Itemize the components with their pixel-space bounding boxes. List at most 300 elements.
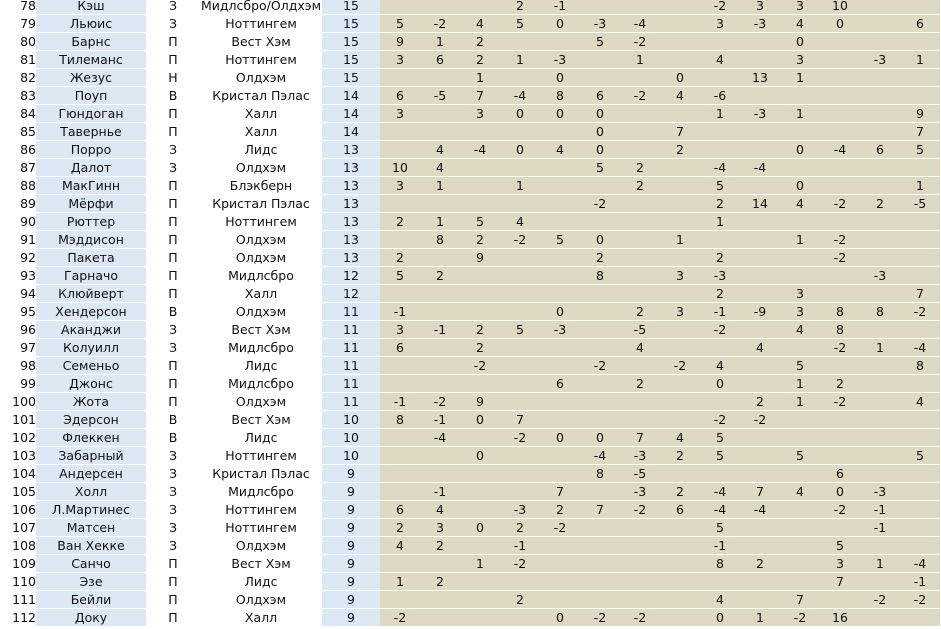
player-points: 10 [322, 447, 380, 465]
week-score-cell: -2 [620, 87, 660, 105]
week-score-cell [580, 177, 620, 195]
week-score-cell: 1 [380, 573, 420, 591]
player-position: П [146, 231, 200, 249]
week-score-cell: 6 [380, 339, 420, 357]
week-score-cell: 7 [900, 285, 940, 303]
player-name: Таверньe [36, 123, 146, 141]
week-score-cell: 14 [740, 195, 780, 213]
week-score-cell [380, 375, 420, 393]
week-score-cell [620, 285, 660, 303]
week-score-cell [460, 267, 500, 285]
week-score-cell [740, 357, 780, 375]
week-score-cell: 2 [580, 249, 620, 267]
week-score-cell [740, 213, 780, 231]
week-score-cell [740, 429, 780, 447]
week-score-cell: 8 [860, 303, 900, 321]
week-score-cell [420, 375, 460, 393]
week-score-cell [500, 375, 540, 393]
player-name: Мэддисон [36, 231, 146, 249]
week-score-cell: -2 [900, 591, 940, 609]
week-score-cell [540, 555, 580, 573]
week-score-cell: 2 [460, 33, 500, 51]
player-points: 9 [322, 465, 380, 483]
week-score-cell [620, 105, 660, 123]
week-score-cell [820, 51, 860, 69]
week-score-cell [540, 267, 580, 285]
week-score-cell [700, 231, 740, 249]
player-points: 13 [322, 195, 380, 213]
week-score-cell: -2 [500, 231, 540, 249]
week-score-cell [740, 177, 780, 195]
player-points: 11 [322, 321, 380, 339]
week-score-cell [580, 555, 620, 573]
player-points: 9 [322, 537, 380, 555]
week-score-cell: -4 [700, 501, 740, 519]
week-score-cell: 0 [540, 105, 580, 123]
week-score-cell [580, 303, 620, 321]
week-score-cell: -4 [500, 87, 540, 105]
week-score-cell: -4 [700, 159, 740, 177]
player-position: З [146, 447, 200, 465]
week-score-cell [740, 51, 780, 69]
player-position: В [146, 429, 200, 447]
week-score-cell: 7 [620, 429, 660, 447]
week-score-cell: 8 [380, 411, 420, 429]
week-score-cell [380, 555, 420, 573]
week-score-cell [660, 339, 700, 357]
week-score-cell [580, 393, 620, 411]
week-score-cell: 4 [780, 483, 820, 501]
week-score-cell [660, 321, 700, 339]
week-score-cell [780, 339, 820, 357]
week-score-cell [460, 285, 500, 303]
week-score-cell [900, 411, 940, 429]
row-number: 105 [0, 483, 36, 501]
week-score-cell: 2 [700, 285, 740, 303]
week-score-cell [780, 555, 820, 573]
week-score-cell: -2 [620, 501, 660, 519]
player-points: 11 [322, 375, 380, 393]
week-score-cell: -2 [580, 609, 620, 627]
player-club: Вест Хэм [200, 555, 322, 573]
week-score-cell [620, 141, 660, 159]
player-club: Ноттингем [200, 501, 322, 519]
player-points: 13 [322, 141, 380, 159]
player-position: П [146, 357, 200, 375]
week-score-cell [420, 195, 460, 213]
week-score-cell: 2 [540, 501, 580, 519]
row-number: 104 [0, 465, 36, 483]
player-points: 10 [322, 429, 380, 447]
week-score-cell [620, 393, 660, 411]
week-score-cell: -4 [460, 141, 500, 159]
week-score-cell [900, 213, 940, 231]
row-number: 93 [0, 267, 36, 285]
player-position: П [146, 609, 200, 627]
week-score-cell [820, 69, 860, 87]
player-club: Мидлсбро/Олдхэм [200, 0, 322, 15]
player-name: Флеккен [36, 429, 146, 447]
week-score-cell: 0 [780, 33, 820, 51]
week-score-cell [660, 0, 700, 15]
week-score-cell: 8 [820, 321, 860, 339]
week-score-cell [380, 465, 420, 483]
player-points: 9 [322, 483, 380, 501]
week-score-cell: 1 [900, 177, 940, 195]
week-score-cell: -2 [740, 411, 780, 429]
row-number: 112 [0, 609, 36, 627]
player-name: Кэш [36, 0, 146, 15]
week-score-cell: 2 [500, 591, 540, 609]
week-score-cell: -3 [500, 501, 540, 519]
week-score-cell [420, 105, 460, 123]
week-score-cell: 8 [900, 357, 940, 375]
week-score-cell: 7 [500, 411, 540, 429]
week-score-cell [660, 177, 700, 195]
week-score-cell [860, 411, 900, 429]
week-score-cell [660, 393, 700, 411]
week-score-cell [820, 447, 860, 465]
week-score-cell: 6 [580, 87, 620, 105]
week-score-cell [900, 429, 940, 447]
week-score-cell [740, 537, 780, 555]
player-points: 14 [322, 87, 380, 105]
week-score-cell: 0 [700, 609, 740, 627]
week-score-cell [540, 465, 580, 483]
week-score-cell: -3 [540, 321, 580, 339]
week-score-cell: 4 [620, 339, 660, 357]
week-score-cell: 4 [700, 51, 740, 69]
week-score-cell: 5 [700, 177, 740, 195]
week-score-cell [580, 0, 620, 15]
player-name: Л.Мартинес [36, 501, 146, 519]
player-position: П [146, 51, 200, 69]
row-number: 107 [0, 519, 36, 537]
week-score-cell: -2 [820, 231, 860, 249]
week-score-cell [500, 267, 540, 285]
week-score-cell [620, 519, 660, 537]
week-score-cell [900, 321, 940, 339]
week-score-cell: -4 [740, 501, 780, 519]
week-score-cell [780, 87, 820, 105]
week-score-cell [460, 483, 500, 501]
week-score-cell: -2 [860, 591, 900, 609]
table-row [0, 123, 941, 141]
row-number: 102 [0, 429, 36, 447]
week-score-cell [540, 591, 580, 609]
player-club: Лидс [200, 573, 322, 591]
week-score-cell: 2 [620, 177, 660, 195]
player-name: Барнс [36, 33, 146, 51]
player-club: Ноттингем [200, 519, 322, 537]
player-club: Вест Хэм [200, 321, 322, 339]
player-name: Доку [36, 609, 146, 627]
week-score-cell [420, 555, 460, 573]
table-row [0, 195, 941, 213]
week-score-cell: -3 [620, 447, 660, 465]
player-name: Гарначо [36, 267, 146, 285]
week-score-cell: 3 [740, 0, 780, 15]
week-score-cell: 0 [820, 15, 860, 33]
week-score-cell: 0 [780, 141, 820, 159]
table-row [0, 555, 941, 573]
table-row [0, 303, 941, 321]
week-score-cell: 1 [420, 177, 460, 195]
week-score-cell: 5 [580, 33, 620, 51]
player-club: Халл [200, 105, 322, 123]
week-score-cell [580, 411, 620, 429]
week-score-cell [420, 285, 460, 303]
week-score-cell [900, 69, 940, 87]
week-score-cell [500, 447, 540, 465]
week-score-cell: 3 [780, 303, 820, 321]
player-name: Гюндоган [36, 105, 146, 123]
week-score-cell [500, 285, 540, 303]
week-score-cell: 9 [900, 105, 940, 123]
week-score-cell [700, 393, 740, 411]
player-name: Джонс [36, 375, 146, 393]
week-score-cell: -3 [740, 15, 780, 33]
player-points: 15 [322, 69, 380, 87]
table-row [0, 411, 941, 429]
week-score-cell [820, 87, 860, 105]
week-score-cell: 2 [700, 195, 740, 213]
week-score-cell [500, 339, 540, 357]
week-score-cell: -2 [820, 501, 860, 519]
week-score-cell: 4 [500, 213, 540, 231]
week-score-cell [380, 0, 420, 15]
week-score-cell [740, 519, 780, 537]
player-name: Колуилл [36, 339, 146, 357]
week-score-cell: 2 [620, 303, 660, 321]
week-score-cell: -2 [820, 249, 860, 267]
player-points: 9 [322, 609, 380, 627]
week-score-cell: 5 [820, 537, 860, 555]
week-score-cell [620, 69, 660, 87]
week-score-cell: -2 [780, 609, 820, 627]
week-score-cell [620, 0, 660, 15]
player-name: Ван Хекке [36, 537, 146, 555]
week-score-cell [900, 249, 940, 267]
week-score-cell [820, 267, 860, 285]
week-score-cell: -2 [620, 609, 660, 627]
week-score-cell: 1 [780, 231, 820, 249]
row-number: 83 [0, 87, 36, 105]
week-score-cell [420, 249, 460, 267]
week-score-cell: 5 [540, 231, 580, 249]
row-number: 94 [0, 285, 36, 303]
player-position: П [146, 591, 200, 609]
week-score-cell [740, 141, 780, 159]
table-row [0, 465, 941, 483]
week-score-cell [740, 285, 780, 303]
week-score-cell [780, 267, 820, 285]
week-score-cell [380, 483, 420, 501]
table-row [0, 69, 941, 87]
week-score-cell: 2 [740, 393, 780, 411]
week-score-cell: 4 [700, 357, 740, 375]
week-score-cell [660, 249, 700, 267]
week-score-cell: -2 [700, 0, 740, 15]
week-score-cell: 2 [860, 195, 900, 213]
week-score-cell: 4 [900, 393, 940, 411]
week-score-cell [740, 591, 780, 609]
week-score-cell: 3 [700, 15, 740, 33]
player-position: П [146, 249, 200, 267]
week-score-cell: -5 [620, 321, 660, 339]
table-row [0, 267, 941, 285]
week-score-cell [660, 555, 700, 573]
player-points: 9 [322, 501, 380, 519]
week-score-cell: 0 [500, 105, 540, 123]
week-score-cell [860, 0, 900, 15]
week-score-cell: 10 [380, 159, 420, 177]
week-score-cell: 5 [500, 15, 540, 33]
week-score-cell: 3 [380, 177, 420, 195]
week-score-cell: 2 [380, 249, 420, 267]
week-score-cell: 0 [580, 105, 620, 123]
player-club: Лидс [200, 429, 322, 447]
week-score-cell [380, 357, 420, 375]
week-score-cell: 7 [660, 123, 700, 141]
week-score-cell: 0 [540, 15, 580, 33]
week-score-cell: 4 [540, 141, 580, 159]
table-row [0, 141, 941, 159]
week-score-cell [660, 213, 700, 231]
week-score-cell: 2 [820, 375, 860, 393]
row-number: 110 [0, 573, 36, 591]
row-number: 79 [0, 15, 36, 33]
week-score-cell: -2 [620, 33, 660, 51]
week-score-cell [380, 141, 420, 159]
week-score-cell [580, 591, 620, 609]
week-score-cell: -1 [860, 519, 900, 537]
week-score-cell: 8 [700, 555, 740, 573]
week-score-cell: 3 [660, 267, 700, 285]
player-points: 12 [322, 267, 380, 285]
week-score-cell: -5 [900, 195, 940, 213]
week-score-cell [580, 69, 620, 87]
week-score-cell: 0 [580, 123, 620, 141]
player-position: З [146, 501, 200, 519]
week-score-cell [860, 393, 900, 411]
week-score-cell [660, 465, 700, 483]
player-club: Ноттингем [200, 15, 322, 33]
week-score-cell: 1 [500, 177, 540, 195]
player-club: Олдхэм [200, 159, 322, 177]
week-score-cell [900, 501, 940, 519]
player-position: В [146, 411, 200, 429]
table-row [0, 537, 941, 555]
week-score-cell: -2 [500, 555, 540, 573]
week-score-cell [620, 573, 660, 591]
week-score-cell [420, 357, 460, 375]
week-score-cell: -1 [420, 411, 460, 429]
player-name: Льюис [36, 15, 146, 33]
row-number: 111 [0, 591, 36, 609]
player-club: Олдхэм [200, 249, 322, 267]
week-score-cell [540, 393, 580, 411]
week-score-cell [860, 231, 900, 249]
player-position: П [146, 573, 200, 591]
week-score-cell [660, 609, 700, 627]
week-score-cell: 1 [460, 69, 500, 87]
week-score-cell: 3 [780, 51, 820, 69]
week-score-cell: 0 [540, 303, 580, 321]
table-row [0, 51, 941, 69]
week-score-cell: 2 [380, 519, 420, 537]
week-score-cell: -4 [420, 429, 460, 447]
week-score-cell [500, 249, 540, 267]
week-score-cell [660, 519, 700, 537]
week-score-cell [820, 177, 860, 195]
table-row [0, 249, 941, 267]
week-score-cell: 0 [460, 519, 500, 537]
week-score-cell [660, 15, 700, 33]
week-score-cell: 1 [780, 105, 820, 123]
player-points: 11 [322, 303, 380, 321]
week-score-cell [540, 195, 580, 213]
player-position: П [146, 195, 200, 213]
week-score-cell: 2 [660, 447, 700, 465]
week-score-cell [900, 465, 940, 483]
week-score-cell [540, 447, 580, 465]
week-score-cell: 4 [420, 141, 460, 159]
week-score-cell [500, 357, 540, 375]
player-club: Мидлсбро [200, 375, 322, 393]
week-score-cell [460, 591, 500, 609]
player-points: 11 [322, 357, 380, 375]
week-score-cell: -1 [700, 303, 740, 321]
table-row [0, 87, 941, 105]
player-club: Кристал Пэлас [200, 87, 322, 105]
week-score-cell [660, 591, 700, 609]
week-score-cell: 7 [820, 573, 860, 591]
player-club: Мидлсбро [200, 339, 322, 357]
player-name: Мёрфи [36, 195, 146, 213]
week-score-cell [820, 33, 860, 51]
player-club: Ноттингем [200, 51, 322, 69]
player-name: Поуп [36, 87, 146, 105]
week-score-cell: 7 [540, 483, 580, 501]
week-score-cell: -1 [380, 303, 420, 321]
player-position: П [146, 213, 200, 231]
player-club: Лидс [200, 357, 322, 375]
week-score-cell: 16 [820, 609, 860, 627]
player-name: Рюттер [36, 213, 146, 231]
table-row [0, 285, 941, 303]
player-name: МакГинн [36, 177, 146, 195]
week-score-cell [540, 123, 580, 141]
player-position: З [146, 465, 200, 483]
week-score-cell: -4 [620, 15, 660, 33]
week-score-cell [420, 339, 460, 357]
player-name: Аканджи [36, 321, 146, 339]
week-score-cell [700, 339, 740, 357]
week-score-cell [540, 357, 580, 375]
player-name: Эдерсон [36, 411, 146, 429]
week-score-cell [740, 87, 780, 105]
player-name: Семеньо [36, 357, 146, 375]
week-score-cell [820, 357, 860, 375]
week-score-cell: 2 [500, 0, 540, 15]
row-number: 90 [0, 213, 36, 231]
player-position: З [146, 159, 200, 177]
week-score-cell: 2 [420, 537, 460, 555]
week-score-cell: 3 [660, 303, 700, 321]
player-club: Олдхэм [200, 303, 322, 321]
week-score-cell [460, 429, 500, 447]
